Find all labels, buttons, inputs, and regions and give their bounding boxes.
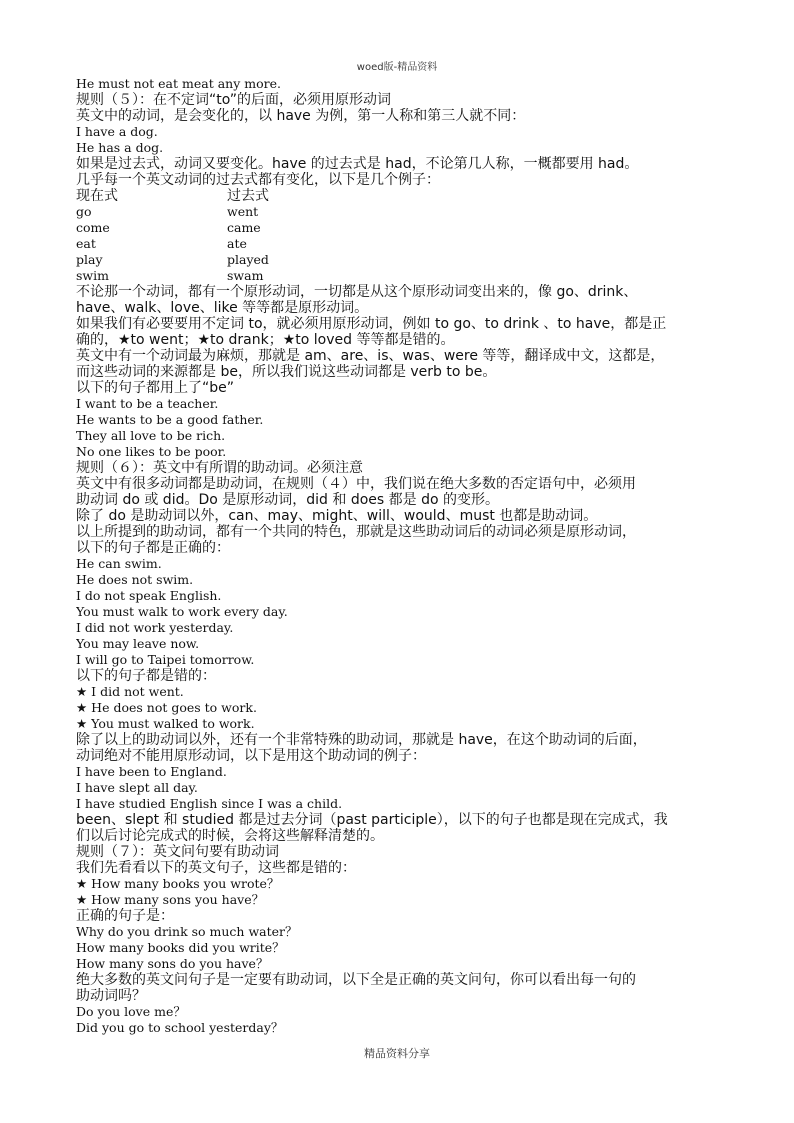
text-line: 如果我们有必要要用不定词 to，就必须用原形动词，例如 to go、to drink 、to have，都是正 <box>76 316 667 332</box>
example-sentence: I will go to Taipei tomorrow. <box>76 652 255 667</box>
text-line: 以下的句子都用上了“be” <box>76 380 235 396</box>
example-sentence: ★ You must walked to work. <box>76 716 255 731</box>
verb-past: came <box>227 220 261 235</box>
text-line: 英文中的动词，是会变化的，以 have 为例，第一人称和第三人就不同： <box>76 108 526 124</box>
example-sentence: ★ I did not went. <box>76 684 184 699</box>
example-sentence: He has a dog. <box>76 140 164 155</box>
text-line: 绝大多数的英文问句子是一定要有助动词，以下全是正确的英文问句，你可以看出每一句的 <box>76 972 636 988</box>
example-sentence: I have been to England. <box>76 764 227 779</box>
example-sentence: How many sons do you have？ <box>76 956 269 971</box>
text-line: been、slept 和 studied 都是过去分词（past participle），以下的句子也都是现在完成式，我 <box>76 812 668 828</box>
verb-past: played <box>227 252 269 267</box>
example-sentence: Do you love me？ <box>76 1004 186 1019</box>
text-line: 而这些动词的来源都是 be，所以我们说这些动词都是 verb to be。 <box>76 364 497 380</box>
text-line: 助动词 do 或 did。Do 是原形动词，did 和 does 都是 do 的变形。 <box>76 492 499 508</box>
text-line: 不论那一个动词，都有一个原形动词，一切都是从这个原形动词变出来的，像 go、drink、 <box>76 284 638 300</box>
example-sentence: No one likes to be poor. <box>76 444 227 459</box>
text-line: 几乎每一个英文动词的过去式都有变化，以下是几个例子： <box>76 172 440 188</box>
verb-table-row <box>76 268 726 284</box>
example-sentence: ★ How many sons you have？ <box>76 892 265 907</box>
text-line: 以下的句子都是错的： <box>76 668 216 684</box>
text-line: 如果是过去式，动词又要变化。have 的过去式是 had，不论第几人称，一概都要用 had。 <box>76 156 639 172</box>
document-body <box>76 76 726 1036</box>
text-line: 英文中有很多动词都是助动词，在规则（４）中，我们说在绝大多数的否定语句中，必须用 <box>76 476 636 492</box>
verb-table-row <box>76 252 726 268</box>
page-header: woed版-精品资料 <box>356 62 438 73</box>
text-line: 确的，★to went；★to drank；★to loved 等等都是错的。 <box>76 332 455 348</box>
example-sentence: He can swim. <box>76 556 162 571</box>
example-sentence: I have slept all day. <box>76 780 198 795</box>
text-line: 以上所提到的助动词，都有一个共同的特色，那就是这些助动词后的动词必须是原形动词， <box>76 524 636 540</box>
example-sentence: He does not swim. <box>76 572 194 587</box>
text-line: 规则（６）：英文中有所谓的助动词。必须注意 <box>76 460 363 476</box>
verb-past: ate <box>227 236 247 251</box>
page-footer: 精品资料分享 <box>364 1047 430 1060</box>
verb-present: eat <box>76 236 96 251</box>
verb-present: swim <box>76 268 109 283</box>
verb-past: swam <box>227 268 264 283</box>
verb-present: go <box>76 204 92 219</box>
example-sentence: I do not speak English. <box>76 588 222 603</box>
text-line: 助动词吗？ <box>76 988 146 1004</box>
verb-present: 现在式 <box>76 188 118 204</box>
example-sentence: He must not eat meat any more. <box>76 76 281 91</box>
text-line: 除了以上的助动词以外，还有一个非常特殊的助动词，那就是 have，在这个助动词的后面， <box>76 732 647 748</box>
verb-table-row <box>76 236 726 252</box>
text-line: have、walk、love、like 等等都是原形动词。 <box>76 300 369 316</box>
text-line: 规则（７）：英文问句要有助动词 <box>76 844 279 860</box>
verb-present: come <box>76 220 110 235</box>
example-sentence: I did not work yesterday. <box>76 620 234 635</box>
example-sentence: You may leave now. <box>76 636 200 651</box>
example-sentence: You must walk to work every day. <box>76 604 288 619</box>
example-sentence: ★ He does not goes to work. <box>76 700 257 715</box>
verb-past: went <box>227 204 259 219</box>
verb-past: 过去式 <box>227 188 269 204</box>
example-sentence: Did you go to school yesterday？ <box>76 1020 284 1035</box>
verb-table-row <box>76 204 726 220</box>
text-line: 英文中有一个动词最为麻烦，那就是 am、are、is、was、were 等等，翻译成中文，这都是， <box>76 348 665 364</box>
example-sentence: I have studied English since I was a child. <box>76 796 343 811</box>
text-line: 动词绝对不能用原形动词，以下是用这个助动词的例子： <box>76 748 426 764</box>
verb-table-row <box>76 220 726 236</box>
text-line: 正确的句子是： <box>76 908 174 924</box>
text-line: 以下的句子都是正确的： <box>76 540 230 556</box>
example-sentence: They all love to be rich. <box>76 428 226 443</box>
example-sentence: How many books did you write？ <box>76 940 285 955</box>
example-sentence: ★ How many books you wrote？ <box>76 876 280 891</box>
example-sentence: I want to be a teacher. <box>76 396 219 411</box>
text-line: 规则（５）：在不定词“to”的后面，必须用原形动词 <box>76 92 392 108</box>
verb-present: play <box>76 252 103 267</box>
example-sentence: He wants to be a good father. <box>76 412 264 427</box>
example-sentence: I have a dog. <box>76 124 158 139</box>
text-line: 除了 do 是助动词以外，can、may、might、will、would、must 也都是助动词。 <box>76 508 598 524</box>
text-line: 们以后讨论完成式的时候，会将这些解释清楚的。 <box>76 828 384 844</box>
text-line: 我们先看看以下的英文句子，这些都是错的： <box>76 860 356 876</box>
example-sentence: Why do you drink so much water？ <box>76 924 298 939</box>
verb-table-row <box>76 188 726 204</box>
